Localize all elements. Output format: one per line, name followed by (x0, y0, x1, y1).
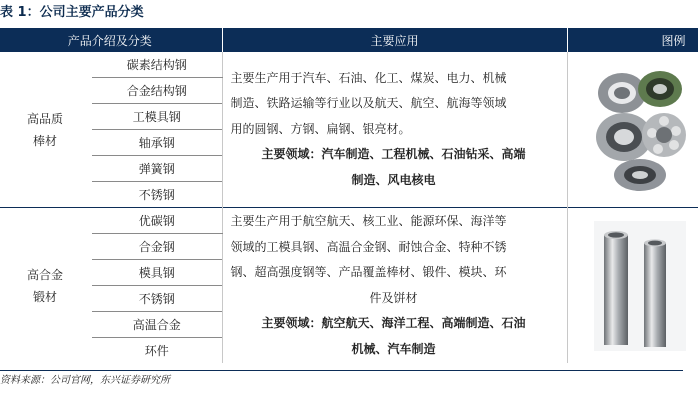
bearing-icon (638, 71, 682, 107)
major-fields-line2: 制造、风电核电 (351, 172, 436, 187)
category-name-line2: 锻材 (32, 289, 57, 304)
category-cell (0, 52, 92, 208)
table-row (0, 208, 698, 234)
header-category: 产品介绍及分类 (0, 28, 222, 52)
category-name-line2: 棒材 (32, 133, 57, 148)
application-cell (222, 52, 567, 208)
steel-tubes-image (594, 221, 686, 351)
product-item: 环件 (144, 344, 169, 358)
category-cell (0, 208, 92, 364)
header-application: 主要应用 (222, 28, 567, 52)
product-item: 不锈钢 (138, 188, 175, 202)
application-cell (222, 208, 567, 364)
product-item: 弹簧钢 (92, 156, 222, 182)
product-item: 合金结构钢 (92, 78, 222, 104)
product-item: 高温合金 (92, 312, 222, 338)
header-image: 图例 (567, 28, 698, 52)
bearing-icon (614, 159, 666, 191)
major-fields-line1: 主要领域：汽车制造、工程机械、石油钻采、高端 (261, 147, 526, 162)
category-name-line1: 高合金 (26, 267, 63, 282)
image-cell (567, 208, 698, 364)
source-note: 资料来源：公司官网，东兴证券研究所 (0, 375, 170, 386)
major-fields-line2: 机械、汽车制造 (351, 341, 436, 356)
product-item: 轴承钢 (92, 130, 222, 156)
product-item: 合金钢 (92, 234, 222, 260)
application-text-line: 钢、超高强度钢等、产品覆盖棒材、锻件、模块、环 (230, 265, 507, 279)
application-text-line: 主要生产用于航空航天、核工业、能源环保、海洋等 (230, 214, 507, 228)
bearing-icon (642, 113, 686, 157)
bearings-image (594, 65, 686, 195)
application-text-line: 制造、铁路运输等行业以及航天、航空、航海等领域 (230, 96, 507, 111)
table-row (0, 52, 698, 78)
steel-tube-icon (644, 239, 666, 347)
product-item: 优碳钢 (92, 208, 222, 234)
table-title: 表 1：公司主要产品分类 (0, 5, 144, 20)
product-item: 碳素结构钢 (92, 52, 222, 78)
application-text-line: 用的圆钢、方钢、扁钢、银亮材。 (230, 121, 411, 136)
product-item: 工模具钢 (92, 104, 222, 130)
major-fields-line1: 主要领域：航空航天、海洋工程、高端制造、石油 (261, 316, 526, 330)
table-header-row (0, 28, 698, 52)
application-text-line: 领域的工模具钢、高温合金钢、耐蚀合金、特种不锈 (230, 239, 507, 254)
application-text-line: 件及饼材 (369, 290, 418, 305)
product-table (0, 28, 698, 363)
product-item: 模具钢 (92, 260, 222, 286)
product-item: 不锈钢 (92, 286, 222, 312)
table-bottom-rule (0, 370, 683, 371)
application-text-line: 主要生产用于汽车、石油、化工、煤炭、电力、机械 (230, 70, 507, 85)
image-cell (567, 52, 698, 208)
steel-tube-icon (604, 231, 628, 345)
category-name-line1: 高品质 (26, 111, 63, 126)
